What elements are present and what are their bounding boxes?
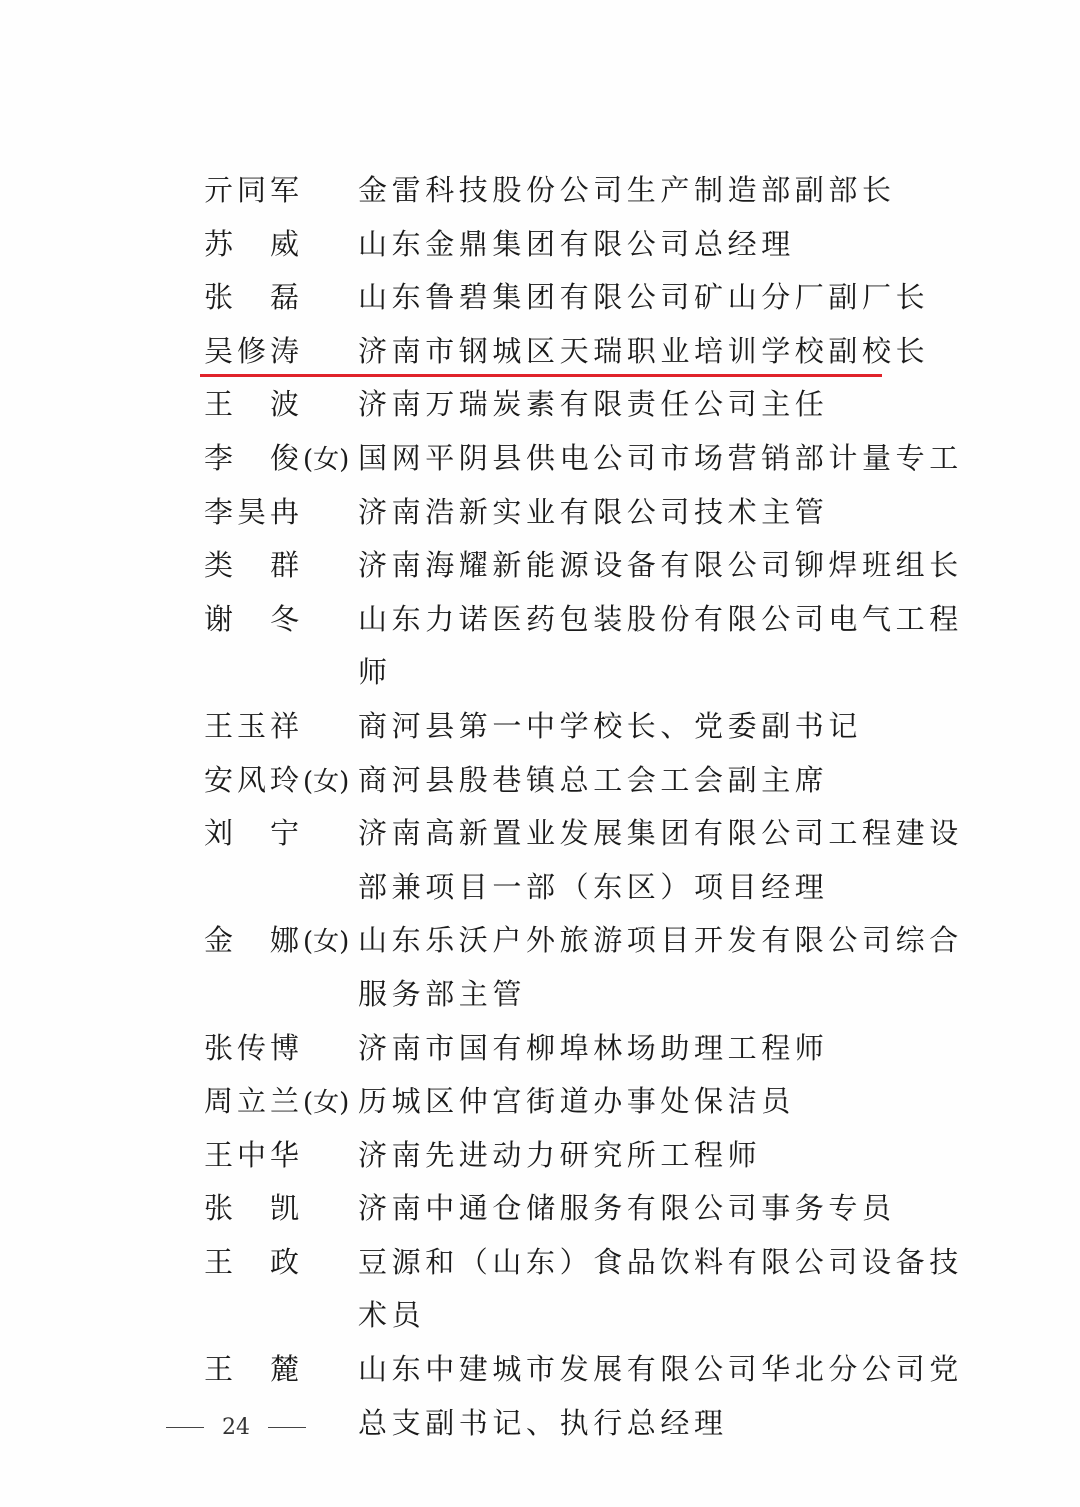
list-item bbox=[204, 1129, 964, 1183]
person-title: 商河县第一中学校长、党委副书记 bbox=[358, 708, 863, 743]
footer-dash-right bbox=[268, 1427, 306, 1428]
list-item bbox=[204, 218, 964, 272]
person-name: 吴修涛 bbox=[204, 333, 304, 368]
person-title: 豆源和（山东）食品饮料有限公司设备技术员 bbox=[358, 1244, 963, 1333]
list-item bbox=[204, 1022, 964, 1076]
person-title: 山东力诺医药包装股份有限公司电气工程师 bbox=[358, 601, 963, 690]
person-name: 王中华 bbox=[204, 1137, 304, 1172]
person-title: 济南市国有柳埠林场助理工程师 bbox=[358, 1030, 829, 1065]
person-name: 苏 威 bbox=[204, 226, 304, 261]
person-title: 济南万瑞炭素有限责任公司主任 bbox=[358, 387, 829, 422]
list-item bbox=[204, 486, 964, 540]
person-title: 山东金鼎集团有限公司总经理 bbox=[358, 226, 795, 261]
list-item bbox=[204, 700, 964, 754]
list-item bbox=[204, 593, 964, 700]
person-name: 安风玲(女) bbox=[204, 762, 350, 797]
list-item bbox=[204, 164, 964, 218]
person-name: 类 群 bbox=[204, 548, 304, 583]
person-title: 山东中建城市发展有限公司华北分公司党总支副书记、执行总经理 bbox=[358, 1352, 963, 1440]
person-name: 王 麓 bbox=[204, 1352, 304, 1387]
list-item bbox=[204, 539, 964, 593]
list-item bbox=[204, 914, 964, 1021]
person-title: 金雷科技股份公司生产制造部副部长 bbox=[358, 173, 896, 207]
list-item bbox=[204, 807, 964, 914]
honor-list bbox=[204, 164, 964, 1450]
person-title: 山东乐沃户外旅游项目开发有限公司综合服务部主管 bbox=[358, 923, 963, 1011]
person-name: 张 磊 bbox=[204, 280, 304, 315]
list-item bbox=[204, 1182, 964, 1236]
person-title: 济南浩新实业有限公司技术主管 bbox=[358, 494, 829, 529]
person-title: 济南中通仓储服务有限公司事务专员 bbox=[358, 1191, 896, 1226]
person-name: 张 凯 bbox=[204, 1191, 304, 1226]
page-number: 24 bbox=[222, 1415, 250, 1440]
list-item bbox=[204, 1075, 964, 1129]
person-name: 金 娜(女) bbox=[204, 923, 350, 958]
person-name: 周立兰(女) bbox=[204, 1084, 350, 1119]
list-item bbox=[204, 1343, 964, 1450]
person-name: 王玉祥 bbox=[204, 708, 304, 743]
person-title: 济南高新置业发展集团有限公司工程建设部兼项目一部（东区）项目经理 bbox=[358, 816, 963, 904]
list-item bbox=[204, 754, 964, 808]
footer-dash-left bbox=[166, 1427, 204, 1428]
person-title: 山东鲁碧集团有限公司矿山分厂副厂长 bbox=[358, 280, 930, 315]
person-name: 谢 冬 bbox=[204, 601, 304, 636]
person-name: 王 政 bbox=[204, 1244, 304, 1279]
list-item bbox=[204, 378, 964, 432]
person-title: 国网平阴县供电公司市场营销部计量专工 bbox=[358, 440, 963, 475]
person-title: 济南市钢城区天瑞职业培训学校副校长 bbox=[358, 333, 930, 368]
person-name: 张传博 bbox=[204, 1030, 304, 1065]
person-name: 王 波 bbox=[204, 387, 304, 422]
person-name: 刘 宁 bbox=[204, 816, 304, 851]
list-item-highlighted bbox=[204, 325, 964, 379]
person-title: 济南海耀新能源设备有限公司铆焊班组长 bbox=[358, 548, 963, 583]
list-item bbox=[204, 432, 964, 486]
list-item bbox=[204, 271, 964, 325]
person-title: 济南先进动力研究所工程师 bbox=[358, 1137, 762, 1172]
person-name: 亓同军 bbox=[204, 173, 304, 207]
person-name: 李 俊(女) bbox=[204, 440, 350, 475]
list-item bbox=[204, 1236, 964, 1343]
person-title: 历城区仲宫街道办事处保洁员 bbox=[358, 1084, 795, 1119]
red-underline bbox=[200, 374, 882, 377]
person-title: 商河县殷巷镇总工会工会副主席 bbox=[358, 762, 829, 797]
page-footer bbox=[166, 1415, 306, 1440]
person-name: 李昊冉 bbox=[204, 494, 304, 529]
